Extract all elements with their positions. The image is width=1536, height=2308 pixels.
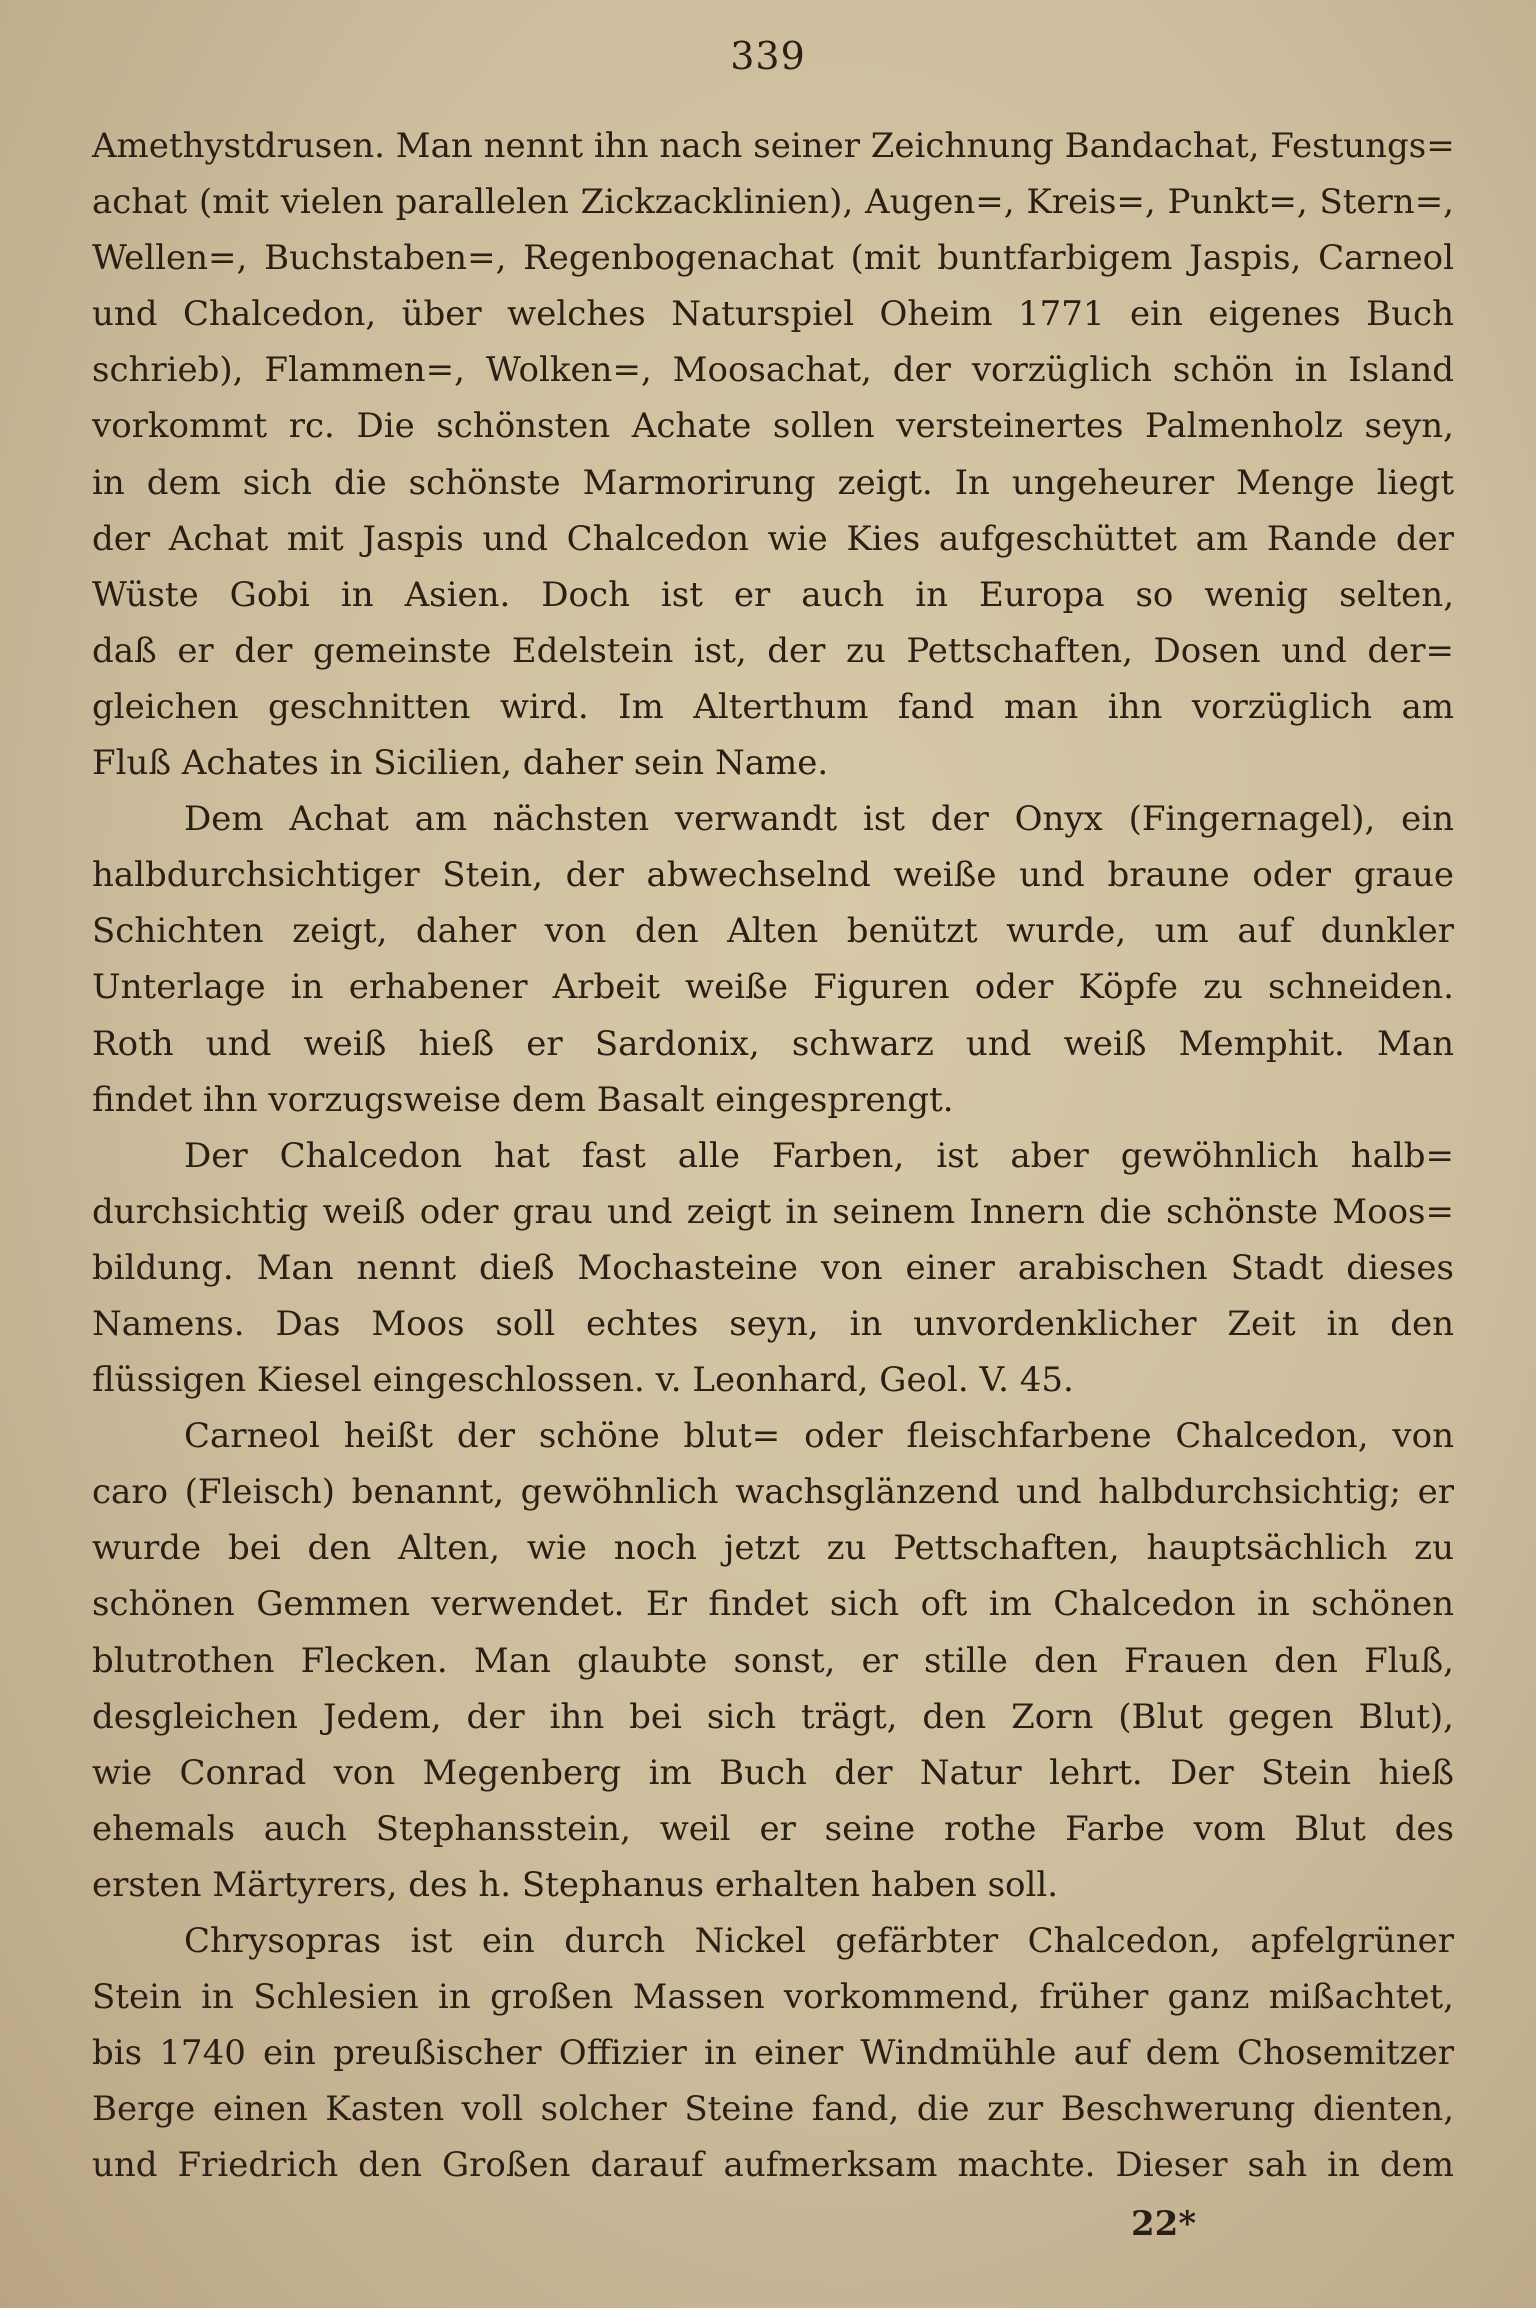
paragraph-chalcedon [92,1128,1454,1408]
text-line: Wellen=, Buchstaben=, Regenbogenachat (mit buntfarbigem Jaspis, Carneol [92,238,1454,279]
text-line: schrieb), Flammen=, Wolken=, Moosachat, der vorzüglich schön in Island [92,350,1454,391]
text-line: in dem sich die schönste Marmorirung zeigt. In ungeheurer Menge liegt [92,462,1454,503]
text-line: schönen Gemmen verwendet. Er findet sich oft im Chalcedon in schönen [92,1584,1454,1625]
text-line: Dem Achat am nächsten verwandt ist der Onyx (Fingernagel), ein [184,799,1454,840]
paragraph-carneol [92,1408,1454,1913]
paragraph-onyx [92,791,1454,1128]
paragraph-chrysopras [92,1913,1454,2193]
text-line: Schichten zeigt, daher von den Alten benützt wurde, um auf dunkler [92,911,1454,952]
text-line: Stein in Schlesien in großen Massen vorkommend, früher ganz mißachtet, [92,1977,1454,2018]
text-line: flüssigen Kiesel eingeschlossen. v. Leonhard, Geol. V. 45. [92,1360,1074,1401]
paragraph-achat [92,118,1454,791]
text-line: Amethystdrusen. Man nennt ihn nach seiner Zeichnung Bandachat, Festungs= [92,126,1455,166]
text-line: desgleichen Jedem, der ihn bei sich trägt, den Zorn (Blut gegen Blut), [92,1696,1454,1737]
text-line: der Achat mit Jaspis und Chalcedon wie Kies aufgeschüttet am Rande der [92,518,1454,559]
text-line: wie Conrad von Megenberg im Buch der Natur lehrt. Der Stein hieß [92,1752,1454,1793]
text-line: Fluß Achates in Sicilien, daher sein Name. [92,743,829,784]
text-line: Der Chalcedon hat fast alle Farben, ist aber gewöhnlich halb= [184,1135,1454,1176]
text-line: vorkommt rc. Die schönsten Achate sollen versteinertes Palmenholz seyn, [92,406,1454,447]
text-line: bildung. Man nennt dieß Mochasteine von einer arabischen Stadt dieses [92,1247,1454,1288]
text-line: und Friedrich den Großen darauf aufmerksam machte. Dieser sah in dem [92,2145,1454,2186]
text-line: Wüste Gobi in Asien. Doch ist er auch in Europa so wenig selten, [92,574,1454,615]
text-line: Carneol heißt der schöne blut= oder fleischfarbene Chalcedon, von [184,1416,1454,1457]
text-line: Roth und weiß hieß er Sardonix, schwarz und weiß Memphit. Man [92,1023,1454,1064]
text-line: daß er der gemeinste Edelstein ist, der zu Pettschaften, Dosen und der= [92,630,1454,671]
signature-mark: 22* [1131,2204,1197,2244]
text-line: Berge einen Kasten voll solcher Steine fand, die zur Beschwerung dienten, [92,2089,1454,2130]
text-line: blutrothen Flecken. Man glaubte sonst, er stille den Frauen den Fluß, [92,1640,1454,1681]
text-line: findet ihn vorzugsweise dem Basalt eingesprengt. [92,1079,954,1120]
text-line: und Chalcedon, über welches Naturspiel Oheim 1771 ein eigenes Buch [92,294,1454,335]
text-line: ersten Märtyrers, des h. Stephanus erhalten haben soll. [92,1864,1059,1905]
text-line: achat (mit vielen parallelen Zickzacklinien), Augen=, Kreis=, Punkt=, Stern=, [92,182,1454,223]
text-line: Namens. Das Moos soll echtes seyn, in unvordenklicher Zeit in den [92,1303,1454,1344]
text-line: caro (Fleisch) benannt, gewöhnlich wachsglänzend und halbdurchsichtig; er [92,1472,1454,1513]
text-line: gleichen geschnitten wird. Im Alterthum fand man ihn vorzüglich am [92,686,1454,727]
text-line: bis 1740 ein preußischer Offizier in einer Windmühle auf dem Chosemitzer [92,2033,1454,2074]
text-line: ehemals auch Stephansstein, weil er seine rothe Farbe vom Blut des [92,1808,1454,1849]
text-line: Unterlage in erhabener Arbeit weiße Figuren oder Köpfe zu schneiden. [92,967,1454,1008]
text-line: wurde bei den Alten, wie noch jetzt zu Pettschaften, hauptsächlich zu [92,1528,1454,1569]
text-line: halbdurchsichtiger Stein, der abwechselnd weiße und braune oder graue [92,855,1454,896]
body-text [92,118,1454,2193]
text-line: Chrysopras ist ein durch Nickel gefärbter Chalcedon, apfelgrüner [184,1921,1454,1961]
text-line: durchsichtig weiß oder grau und zeigt in seinem Innern die schönste Moos= [92,1191,1454,1232]
page-number: 339 [730,34,806,78]
